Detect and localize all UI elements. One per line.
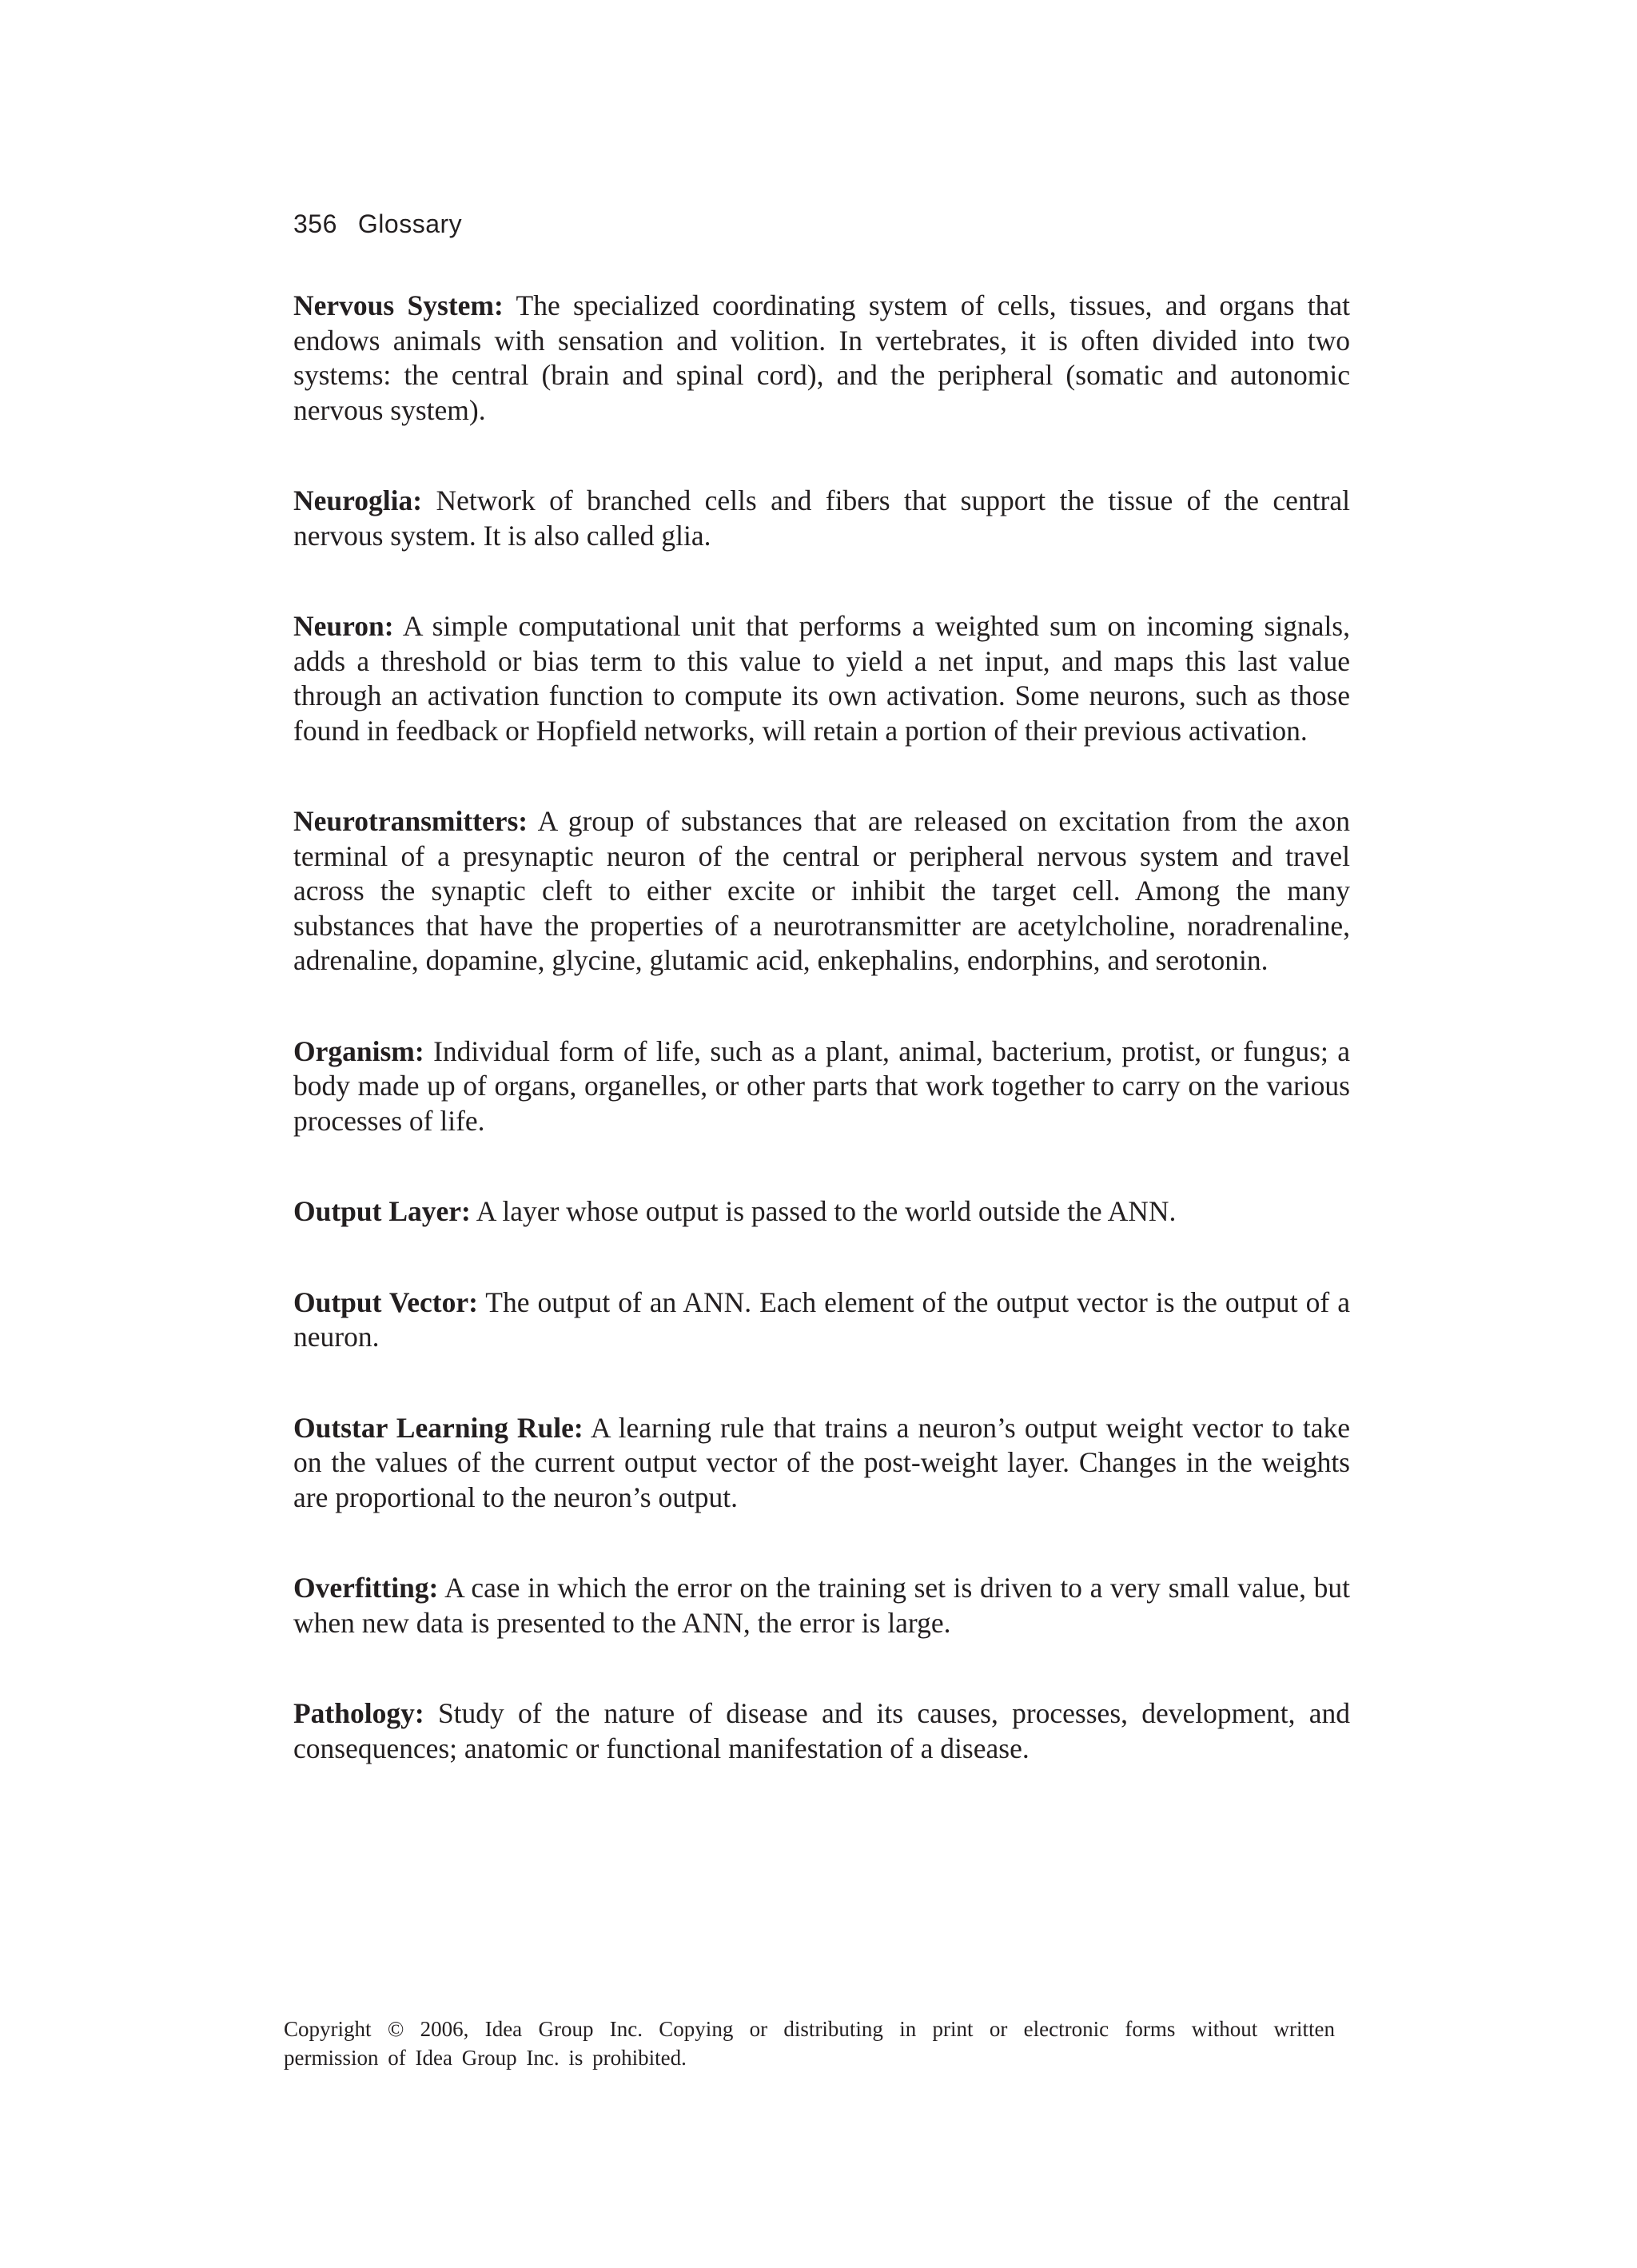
glossary-term: Output Vector: bbox=[293, 1285, 478, 1318]
glossary-definition: A layer whose output is passed to the world outside the ANN. bbox=[476, 1195, 1177, 1227]
glossary-entry-neuron bbox=[293, 609, 1350, 748]
glossary-term: Neuron: bbox=[293, 610, 394, 642]
glossary-entry-nervous-system bbox=[293, 289, 1350, 428]
glossary-term: Pathology: bbox=[293, 1697, 424, 1729]
glossary-definition: Network of branched cells and fibers that support the tissue of the central nervous system. It is also called glia. bbox=[293, 484, 1350, 552]
glossary-definition: A simple computational unit that performs a weighted sum on incoming signals, adds a threshold or bias term to this value to yield a net input, and maps this last value through an activation function to compute its own activation. Some neurons, such as those found in feedback or Hopfield networks, will retain a portion of their previous activation. bbox=[293, 610, 1350, 747]
glossary-term: Nervous System: bbox=[293, 289, 504, 321]
copyright-notice: Copyright © 2006, Idea Group Inc. Copying or distributing in print or electronic forms without written permission of Idea Group Inc. is prohibited. bbox=[284, 2017, 1335, 2070]
glossary-term: Overfitting: bbox=[293, 1572, 439, 1604]
glossary-entry-overfitting bbox=[293, 1571, 1350, 1640]
glossary-definition: The output of an ANN. Each element of the output vector is the output of a neuron. bbox=[293, 1285, 1351, 1353]
section-title: Glossary bbox=[357, 209, 463, 238]
glossary-definition: A learning rule that trains a neuron’s output weight vector to take on the values of the current output vector of the post-weight layer. Changes in the weights are proportional to the neuron’s output. bbox=[293, 1411, 1350, 1513]
page-number: 356 bbox=[293, 209, 337, 238]
glossary-term: Output Layer: bbox=[293, 1195, 471, 1227]
glossary-entry-neuroglia bbox=[293, 484, 1350, 553]
glossary-definition: A group of substances that are released on excitation from the axon terminal of a presynaptic neuron of the central or peripheral nervous system and travel across the synaptic cleft to either excite or inhibit the target cell. Among the many substances that have the properties of a neurotransmitter are acetylcholine, noradrenaline, adrenaline, dopamine, glycine, glutamic acid, enkephalins, endorphins, and serotonin. bbox=[293, 805, 1350, 976]
glossary-definition: Study of the nature of disease and its causes, processes, development, and consequences; anatomic or functional manifestation of a disease. bbox=[293, 1697, 1350, 1764]
glossary-entry-organism bbox=[293, 1034, 1350, 1139]
glossary-entry-output-vector bbox=[293, 1285, 1350, 1355]
glossary-definition: A case in which the error on the training set is driven to a very small value, but when new data is presented to the ANN, the error is large. bbox=[293, 1572, 1350, 1639]
glossary-term: Neurotransmitters: bbox=[293, 805, 528, 837]
glossary-entry-pathology bbox=[293, 1696, 1350, 1766]
glossary-term: Outstar Learning Rule: bbox=[293, 1411, 584, 1444]
glossary-entry-output-layer bbox=[293, 1194, 1350, 1230]
glossary-term: Neuroglia: bbox=[293, 484, 423, 516]
glossary-definition: The specialized coordinating system of cells, tissues, and organs that endows animals with sensation and volition. In vertebrates, it is often divided into two systems: the central (brain and spinal cord), and the peripheral (somatic and autonomic nervous system). bbox=[293, 289, 1350, 426]
page-header bbox=[293, 208, 462, 240]
glossary-definition: Individual form of life, such as a plant, animal, bacterium, protist, or fungus; a body made up of organs, organelles, or other parts that work together to carry on the various processes of life. bbox=[293, 1034, 1350, 1137]
glossary-term: Organism: bbox=[293, 1034, 424, 1067]
glossary-list bbox=[293, 289, 1350, 1766]
glossary-entry-neurotransmitters bbox=[293, 804, 1350, 979]
glossary-entry-outstar-learning-rule bbox=[293, 1411, 1350, 1516]
